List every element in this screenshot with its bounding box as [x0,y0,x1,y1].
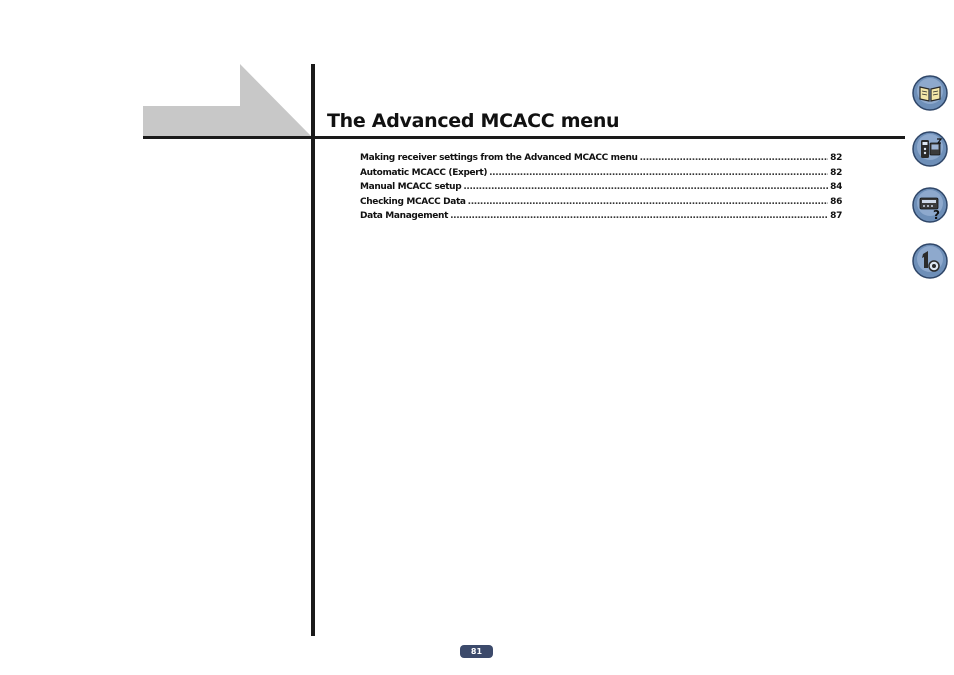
toc-leader [463,180,828,195]
toc-entry-page: 86 [830,196,842,207]
toc-entry-automatic-mcacc[interactable] [360,166,842,181]
toc-leader [640,151,829,166]
toc-entry-checking-mcacc-data[interactable] [360,195,842,210]
toc-entry-page: 82 [830,153,842,163]
index-icon[interactable] [911,242,949,280]
troubleshooting-icon[interactable] [911,186,949,224]
page-number: 81 [460,645,493,658]
book-icon[interactable] [911,74,949,112]
toc-entry-page: 87 [830,211,842,222]
toc-entry-label: Checking MCACC Data [360,196,466,207]
toc-entry-label: Making receiver settings from the Advanced MCACC menu [360,153,638,163]
toc-entry-manual-mcacc[interactable] [360,180,842,195]
toc-entry-data-management[interactable] [360,209,842,224]
toc-entry-making-receiver-settings[interactable] [360,151,842,166]
toc-leader [468,195,829,210]
toc-entry-label: Manual MCACC setup [360,182,462,193]
toc-leader [450,209,828,224]
chapter-tab [143,64,311,138]
table-of-contents [360,151,842,224]
toc-entry-page: 82 [830,167,842,178]
side-navigation [911,74,949,284]
toc-entry-label: Data Management [360,211,449,222]
remote-control-icon[interactable] [911,130,949,168]
toc-entry-page: 84 [830,182,842,193]
toc-leader [489,166,828,181]
svg-text:?: ? [933,208,940,222]
chapter-title: The Advanced MCACC menu [327,110,620,132]
toc-entry-label: Automatic MCACC (Expert) [360,167,488,178]
vertical-divider [311,64,315,636]
title-underline [143,136,905,139]
